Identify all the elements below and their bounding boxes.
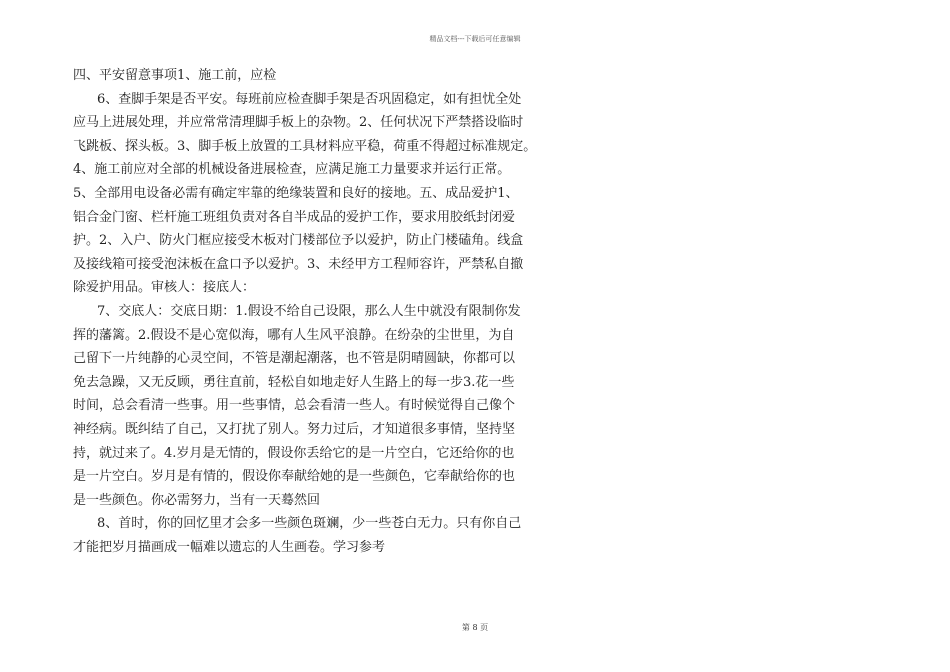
paragraph-line: 5、全部用电设备必需有确定牢靠的绝缘装置和良好的接地。五、成品爱护1、 [73, 185, 519, 201]
paragraph-line: 免去急躁，又无反顾，勇往直前，轻松自如地走好人生路上的每一步3.花一些 [73, 374, 515, 390]
paragraph-line: 8、首时，你的回忆里才会多一些颜色斑斓，少一些苍白无力。只有你自己 [97, 516, 522, 532]
paragraph-line: 4、施工前应对全部的机械设备进展检查，应满足施工力量要求并运行正常。 [73, 162, 511, 178]
section-heading: 四、平安留意事项1、施工前，应检 [73, 68, 277, 83]
page-number: 第 8 页 [461, 623, 489, 632]
paragraph-line: 铝合金门窗、栏杆施工班组负责对各自半成品的爱护工作，要求用胶纸封闭爱 [73, 209, 516, 225]
paragraph-line: 持，就过来了。4.岁月是无情的，假设你丢给它的是一片空白，它还给你的也 [73, 445, 515, 461]
paragraph-line: 是一些颜色。你必需努力，当有一天蓦然回 [73, 492, 321, 508]
paragraph-line: 才能把岁月描画成一幅难以遗忘的人生画卷。学习参考 [73, 539, 386, 555]
paragraph-line: 护。2、入户、防火门框应接受木板对门楼部位予以爱护，防止门楼磕角。线盒 [73, 233, 524, 249]
document-body [73, 64, 537, 559]
paragraph-line: 挥的藩篱。2.假设不是心宽似海，哪有人生风平浪静。在纷杂的尘世里，为自 [73, 327, 515, 343]
paragraph-line: 应马上进展处理，并应常常清理脚手板上的杂物。2、任何状况下严禁搭设临时 [73, 115, 524, 131]
paragraph-line: 飞跳板、探头板。3、脚手板上放置的工具材料应平稳，荷重不得超过标准规定。 [73, 138, 537, 154]
page-header: 精品文档---下载后可任意编辑 [429, 35, 521, 43]
paragraph-line: 是一片空白。岁月是有情的，假设你奉献给她的是一些颜色，它奉献给你的也 [73, 469, 516, 485]
paragraph-line: 7、交底人：交底日期：1.假设不给自己设限，那么人生中就没有限制你发 [97, 303, 521, 319]
paragraph-line: 除爱护用品。审核人：接底人： [73, 280, 256, 296]
paragraph-line: 6、查脚手架是否平安。每班前应检查脚手架是否巩固稳定，如有担忧全处 [97, 91, 522, 107]
paragraph-line: 时间，总会看清一些事。用一些事情，总会看清一些人。有时候觉得自己像个 [73, 398, 516, 414]
paragraph-line: 及接线箱可接受泡沫板在盒口予以爱护。3、未经甲方工程师容许，严禁私自撤 [73, 256, 524, 272]
paragraph-line: 神经病。既纠结了自己，又打扰了别人。努力过后，才知道很多事情，坚持坚 [73, 421, 516, 437]
paragraph-line: 己留下一片纯静的心灵空间，不管是潮起潮落，也不管是阴晴圆缺，你都可以 [73, 351, 516, 367]
